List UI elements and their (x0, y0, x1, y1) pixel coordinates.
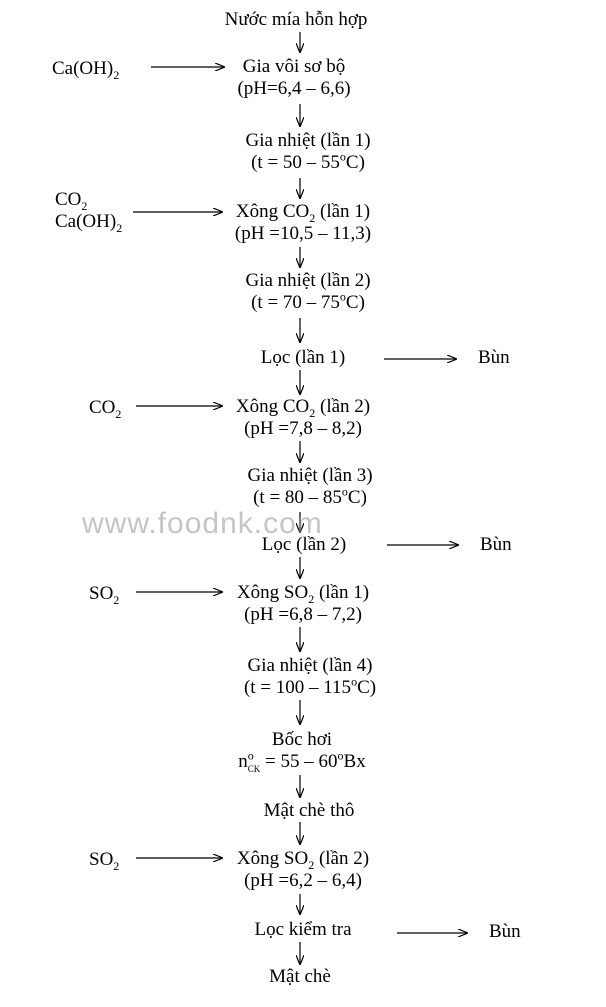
step-mat-che (269, 966, 331, 988)
step-gia-nhiet-2 (245, 270, 370, 314)
step-xong-co2-2 (236, 396, 370, 440)
step-gia-nhiet-1 (245, 130, 370, 174)
step-mat-che-tho (264, 800, 355, 822)
step-label: Mật chè (269, 966, 331, 987)
step-nuoc-mia-hon-hop (225, 9, 368, 31)
step-label: Bốc hơi (271, 729, 333, 750)
step-label: Lọc kiểm tra (254, 919, 352, 940)
input-so2-2: $SO_2$ (89, 849, 120, 873)
step-condition: (pH =6,8 – 7,2) (244, 604, 362, 625)
step-label: Xông $SO_2$ (lần 2) (236, 848, 370, 872)
step-condition: (pH =10,5 – 11,3) (234, 223, 372, 244)
step-loc-kiem-tra (254, 919, 351, 941)
output-bun-2: Bùn (480, 534, 512, 555)
step-label: Gia nhiệt (lần 3) (247, 465, 373, 486)
step-gia-nhiet-3 (247, 465, 372, 509)
step-label: Mật chè thô (263, 800, 355, 821)
step-condition: (t = 70 – 75$^o$C) (251, 289, 365, 313)
step-label: Lọc (lần 1) (260, 347, 346, 368)
input-caoh2: $Ca(OH)_2$ (52, 58, 120, 82)
watermark: www.foodnk.com (82, 507, 323, 540)
step-condition: (t = 50 – 55$^o$C) (251, 149, 365, 173)
step-xong-so2-2 (237, 848, 369, 892)
step-condition: (pH=6,4 – 6,6) (237, 78, 351, 99)
step-condition: (t = 80 – 85$^o$C) (253, 484, 367, 508)
step-label: Gia nhiệt (lần 4) (247, 655, 373, 676)
step-condition: (t = 100 – 115$^o$C) (243, 674, 377, 698)
step-xong-so2-1 (237, 582, 369, 626)
output-bun-3: Bùn (489, 921, 521, 942)
output-bun-1: Bùn (478, 347, 510, 368)
input-co2-caoh2: $CO_2$ $Ca(OH)_2$ (55, 189, 123, 235)
step-loc-1 (261, 347, 345, 369)
step-label: Xông $CO_2$ (lần 1) (235, 201, 371, 225)
step-label: Gia vôi sơ bộ (242, 56, 346, 77)
step-label: Xông $SO_2$ (lần 1) (236, 582, 370, 606)
step-gia-nhiet-4 (244, 655, 376, 699)
step-label: Gia nhiệt (lần 1) (245, 130, 371, 151)
input-co2: $CO_2$ (89, 397, 122, 421)
step-condition: (pH =7,8 – 8,2) (244, 418, 362, 439)
step-condition: $n^o_{CK} = 55 - 60^oBx$ (238, 748, 366, 774)
step-boc-hoi (238, 729, 365, 773)
step-label: Lọc (lần 2) (261, 534, 347, 555)
step-gia-voi-so-bo (237, 56, 350, 100)
step-condition: (pH =6,2 – 6,4) (244, 870, 362, 891)
input-so2-1: $SO_2$ (89, 583, 120, 607)
step-label: Gia nhiệt (lần 2) (245, 270, 371, 291)
step-label: Nước mía hỗn hợp (224, 9, 368, 30)
step-label: Xông $CO_2$ (lần 2) (235, 396, 371, 420)
step-xong-co2-1 (235, 201, 371, 245)
